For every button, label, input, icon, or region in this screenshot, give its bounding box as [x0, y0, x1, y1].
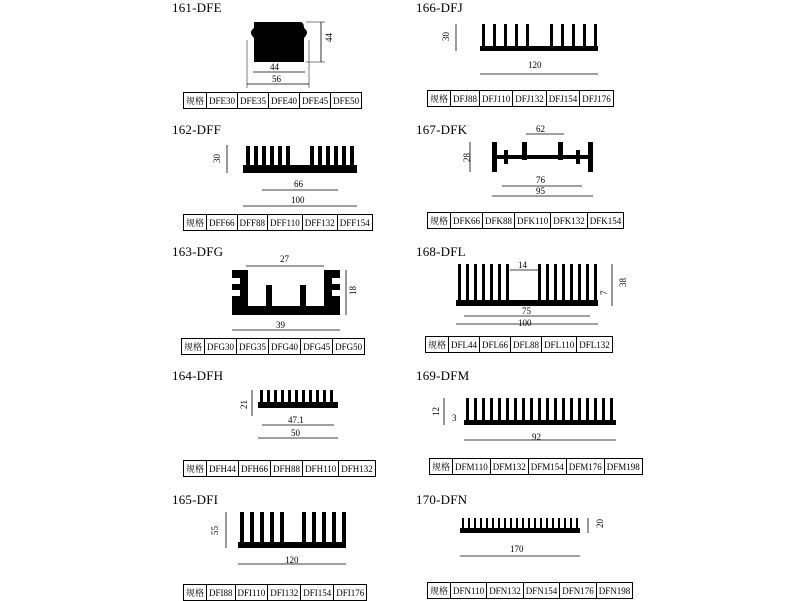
- dim-width: 39: [276, 320, 285, 330]
- dim-height: 30: [212, 154, 222, 163]
- spec-cell: DFG45: [301, 339, 333, 355]
- profile-title: 164-DFH: [172, 368, 224, 383]
- spec-header: 规格: [184, 93, 207, 109]
- spec-cell: DFK154: [587, 213, 624, 229]
- dim-base: 3: [452, 413, 457, 423]
- spec-cell: DFJ176: [580, 91, 614, 107]
- spec-cell: DFE45: [300, 93, 331, 109]
- spec-cell: DFH44: [207, 461, 239, 477]
- spec-header: 规格: [182, 339, 205, 355]
- profile-169-block: [400, 360, 800, 480]
- spec-cell: DFN132: [487, 583, 524, 599]
- spec-cell: DFM154: [528, 459, 566, 475]
- spec-cell: DFF154: [337, 215, 372, 231]
- heatsink-profile: [460, 518, 580, 533]
- profile-161-block: [0, 0, 400, 120]
- spec-cell: DFF132: [302, 215, 337, 231]
- dim-base: 7: [599, 290, 609, 295]
- spec-cell: DFL88: [511, 337, 542, 353]
- profile-166-block: [400, 0, 800, 120]
- profile-title: 170-DFN: [416, 492, 468, 507]
- profile-title: 167-DFK: [416, 122, 468, 137]
- spec-header: 规格: [430, 459, 453, 475]
- spec-cell: DFK110: [515, 213, 551, 229]
- spec-cell: DFN154: [523, 583, 560, 599]
- spec-header: 规格: [428, 91, 451, 107]
- spec-cell: DFK66: [451, 213, 483, 229]
- spec-cell: DFJ110: [480, 91, 513, 107]
- dim-inner: 66: [294, 179, 303, 189]
- spec-cell: DFG35: [237, 339, 269, 355]
- dim-top: 62: [536, 124, 545, 134]
- dim-height: 21: [239, 400, 249, 409]
- dim-height: 38: [618, 278, 628, 287]
- heatsink-profile: [251, 22, 307, 62]
- spec-cell: DFH66: [239, 461, 271, 477]
- spec-table: [427, 582, 633, 599]
- spec-cell: DFL44: [449, 337, 480, 353]
- spec-cell: DFL132: [577, 337, 613, 353]
- spec-table: [181, 338, 365, 355]
- spec-cell: DFN198: [596, 583, 633, 599]
- dim-width: 120: [528, 60, 542, 70]
- profile-163-block: [0, 240, 400, 360]
- spec-header: 规格: [184, 461, 207, 477]
- profile-title: 169-DFM: [416, 368, 470, 383]
- spec-table: [183, 460, 376, 477]
- spec-cell: DFL110: [542, 337, 577, 353]
- spec-cell: DFH110: [303, 461, 339, 477]
- spec-cell: DFE40: [269, 93, 300, 109]
- dim-width: 120: [285, 555, 299, 565]
- spec-cell: DFI110: [235, 585, 268, 601]
- dim-height: 55: [210, 526, 220, 535]
- dim-height: 28: [462, 153, 472, 162]
- spec-header: 规格: [426, 337, 449, 353]
- spec-cell: DFF66: [207, 215, 238, 231]
- profile-title: 163-DFG: [172, 244, 224, 259]
- dim-inner: 75: [522, 306, 531, 316]
- spec-cell: DFI88: [207, 585, 236, 601]
- profile-168-block: [400, 240, 800, 360]
- heatsink-profile: [238, 512, 346, 548]
- profile-165-drawing: [0, 480, 400, 600]
- dim-height: 20: [595, 519, 605, 528]
- heatsink-profile: [480, 24, 598, 51]
- spec-cell: DFJ154: [546, 91, 580, 107]
- spec-cell: DFH88: [271, 461, 303, 477]
- heatsink-profile: [464, 398, 616, 425]
- spec-header: 规格: [428, 583, 451, 599]
- profile-title: 162-DFF: [172, 122, 222, 137]
- spec-cell: DFI132: [268, 585, 301, 601]
- spec-cell: DFL66: [480, 337, 511, 353]
- spec-cell: DFG50: [333, 339, 365, 355]
- spec-cell: DFK132: [551, 213, 588, 229]
- spec-cell: DFG40: [269, 339, 301, 355]
- dim-width: 95: [536, 186, 545, 196]
- dim-width: 170: [510, 544, 524, 554]
- spec-header: 规格: [428, 213, 451, 229]
- profile-title: 168-DFL: [416, 244, 466, 259]
- spec-cell: DFK88: [483, 213, 515, 229]
- spec-cell: DFN110: [451, 583, 487, 599]
- spec-cell: DFM176: [566, 459, 604, 475]
- heatsink-profile: [492, 142, 593, 172]
- spec-cell: DFE50: [331, 93, 362, 109]
- spec-table: [427, 90, 614, 107]
- spec-cell: DFJ132: [513, 91, 547, 107]
- profile-170-block: [400, 480, 800, 600]
- dim-height: 44: [324, 33, 334, 42]
- spec-cell: DFI154: [301, 585, 334, 601]
- spec-cell: DFJ88: [451, 91, 480, 107]
- spec-table: [425, 336, 613, 353]
- dim-inner: 47.1: [288, 415, 304, 425]
- spec-cell: DFG30: [205, 339, 237, 355]
- spec-cell: DFM110: [453, 459, 491, 475]
- spec-cell: DFM198: [604, 459, 642, 475]
- profile-164-block: [0, 360, 400, 480]
- dim-top: 27: [280, 254, 289, 264]
- spec-cell: DFF88: [237, 215, 268, 231]
- profile-165-block: [0, 480, 400, 600]
- profile-title: 166-DFJ: [416, 0, 463, 15]
- spec-header: 规格: [184, 215, 207, 231]
- dim-height: 30: [441, 32, 451, 41]
- dim-width: 50: [291, 428, 300, 438]
- dim-width: 100: [518, 318, 532, 328]
- spec-table: [429, 458, 643, 475]
- spec-table: [427, 212, 624, 229]
- dim-width: 92: [532, 432, 541, 442]
- profile-162-block: [0, 120, 400, 240]
- dim-inner: 76: [536, 175, 545, 185]
- spec-table: [183, 584, 367, 601]
- dim-width: 100: [291, 195, 305, 205]
- spec-cell: DFI176: [334, 585, 367, 601]
- spec-cell: DFN176: [560, 583, 597, 599]
- spec-cell: DFM132: [490, 459, 528, 475]
- dim-gap: 14: [518, 260, 527, 270]
- spec-header: 规格: [184, 585, 207, 601]
- spec-table: [183, 214, 373, 231]
- heatsink-profile: [243, 146, 357, 173]
- dim-outer-width: 56: [272, 74, 281, 84]
- dim-height: 12: [431, 407, 441, 416]
- profile-167-block: [400, 120, 800, 240]
- profile-title: 161-DFE: [172, 0, 222, 15]
- spec-table: [183, 92, 362, 109]
- dim-height: 18: [348, 286, 358, 295]
- spec-cell: DFE30: [207, 93, 238, 109]
- heatsink-profile: [232, 270, 340, 315]
- heatsink-profile: [258, 390, 338, 408]
- spec-cell: DFF110: [268, 215, 303, 231]
- dim-inner-width: 44: [270, 62, 279, 72]
- profile-title: 165-DFI: [172, 492, 219, 507]
- spec-cell: DFH132: [339, 461, 376, 477]
- spec-cell: DFE35: [238, 93, 269, 109]
